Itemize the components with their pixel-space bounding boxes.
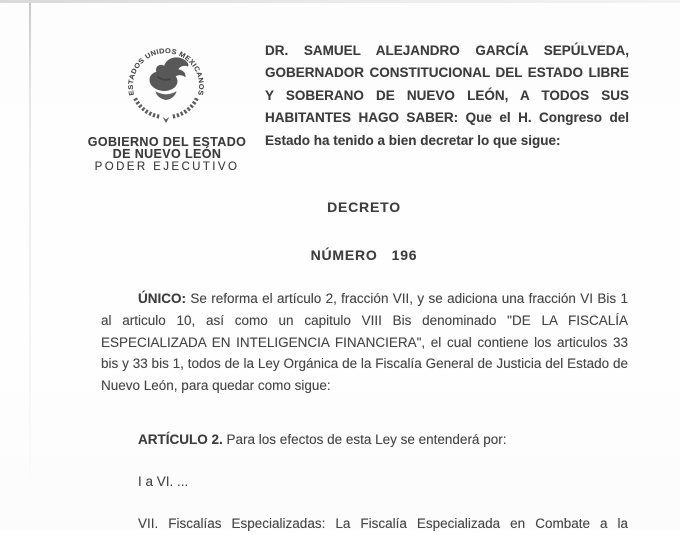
national-emblem-icon (122, 42, 210, 130)
unico-paragraph (101, 288, 628, 397)
letterhead (122, 42, 210, 130)
laurel-left (135, 98, 161, 116)
decree-number-label: NÚMERO (310, 247, 378, 263)
laurel-right (171, 98, 197, 116)
scan-page-edge-line (29, 3, 31, 530)
unico-text: Se reforma el artículo 2, fracción VII, y se adiciona una fracción VI Bis 1 al articulo 10, así como un capitulo VIII Bis denominado "DE LA FISCALÍA ESPECIALIZADA EN INTELIGENCIA FINANCIERA", el cual contiene los articulos 33 bis y 33 bis 1, todos de la Ley Orgánica de la Fiscalía General de Justicia del Estado de Nuevo León, para quedar como sigue: (101, 291, 628, 394)
cactus-base (155, 91, 176, 100)
decree-number (100, 247, 628, 263)
letterhead-org-block (86, 136, 248, 173)
scan-top-edge (0, 0, 680, 3)
decree-title: DECRETO (327, 199, 401, 215)
decree-number-value: 196 (391, 247, 418, 263)
ribbon-bow (162, 117, 169, 123)
org-name-line1: GOBIERNO DEL ESTADO (87, 135, 247, 149)
articulo-2-text: Para los efectos de esta Ley se entenderá por: (226, 432, 507, 447)
articulo-2-label: ARTÍCULO 2. (138, 432, 223, 447)
emblem-circular-text: ESTADOS UNIDOS MEXICANOS (127, 47, 205, 96)
fracciones-i-a-vi: I a VI. ... (138, 474, 189, 489)
unico-label: ÚNICO: (138, 291, 186, 306)
governor-proclamation: DR. SAMUEL ALEJANDRO GARCÍA SEPÚLVEDA, GOBERNADOR CONSTITUCIONAL DEL ESTADO LIBRE Y SOBERANO DE NUEVO LEÓN, A TODOS SUS HABITANTES HAGO SABER: Que el H. Congreso del Estado ha tenido a bien decretar lo que sigue: (265, 43, 629, 148)
org-name-line2: DE NUEVO LEÓN (112, 147, 222, 161)
fraccion-vii-paragraph: VII. Fiscalías Especializadas: La Fiscalía Especializada en Combate a la (138, 516, 628, 531)
articulo-2-paragraph (101, 429, 628, 451)
eagle-icon (150, 57, 189, 91)
org-name-line3: PODER EJECUTIVO (94, 161, 240, 173)
